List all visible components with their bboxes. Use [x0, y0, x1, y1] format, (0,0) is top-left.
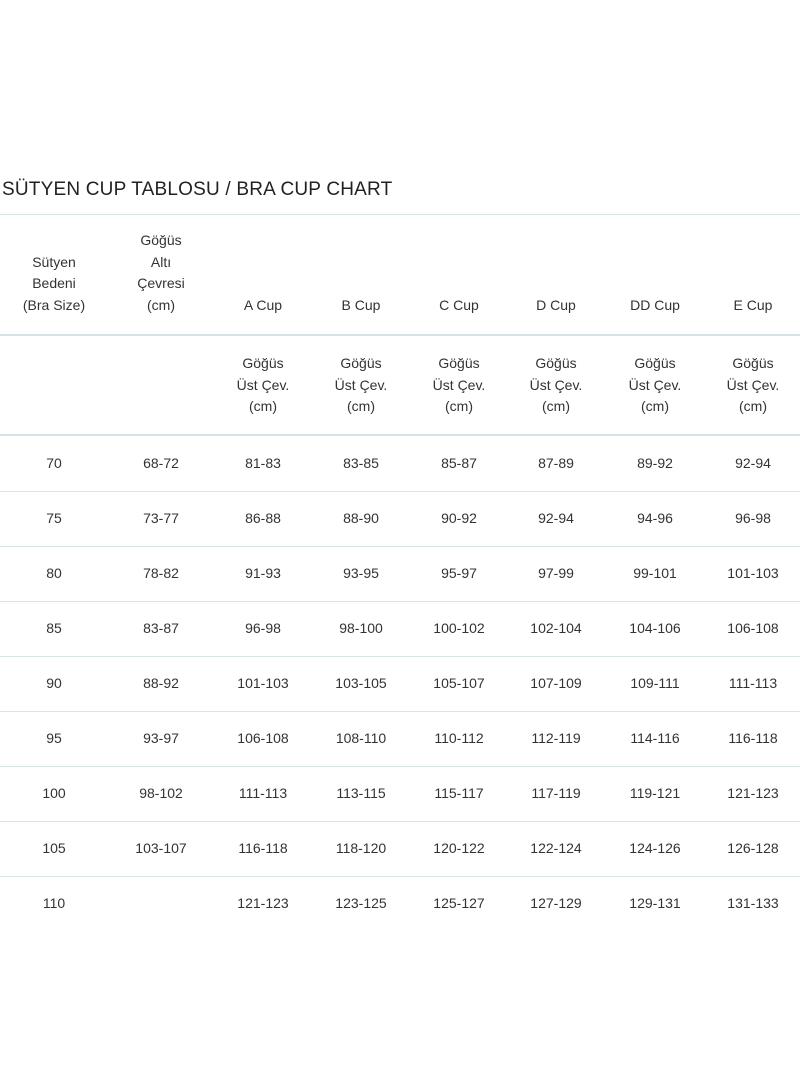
cell-bra-size: 90: [46, 675, 62, 691]
page-title: SÜTYEN CUP TABLOSU / BRA CUP CHART: [2, 179, 393, 200]
cell-b-cup: 103-105: [335, 675, 387, 691]
cell-d-cup: 102-104: [530, 620, 582, 636]
table-row: [0, 821, 800, 876]
cell-d-cup: 122-124: [530, 840, 582, 856]
cell-a-cup: 81-83: [245, 455, 281, 471]
cell-underbust: 68-72: [143, 455, 179, 471]
header-e-cup: E Cup: [733, 296, 773, 313]
cell-a-cup: 116-118: [238, 840, 288, 856]
cell-underbust: 73-77: [143, 510, 179, 526]
subheader-line: (cm): [346, 398, 375, 414]
subheader-line: Göğüs: [634, 355, 676, 371]
header-underbust-line: Göğüs: [140, 232, 182, 248]
cell-d-cup: 97-99: [538, 565, 574, 581]
cell-b-cup: 83-85: [343, 455, 379, 471]
cell-bra-size: 70: [46, 455, 62, 471]
cell-e-cup: 111-113: [728, 675, 778, 691]
cell-d-cup: 107-109: [530, 675, 582, 691]
subheader-line: Göğüs: [438, 355, 480, 371]
table-row: [0, 436, 800, 491]
cell-c-cup: 110-112: [434, 730, 484, 746]
cell-e-cup: 126-128: [727, 840, 779, 856]
subheader-line: Üst Çev.: [334, 376, 388, 393]
subheader-d-cup: [530, 353, 583, 418]
cell-d-cup: 117-119: [531, 785, 581, 801]
cell-bra-size: 80: [46, 565, 62, 581]
subheader-line: (cm): [738, 398, 767, 414]
table-row: [0, 601, 800, 656]
table-row: [0, 766, 800, 821]
header-underbust-line: Altı: [150, 253, 172, 270]
cell-dd-cup: 124-126: [629, 840, 681, 856]
table-row: [0, 491, 800, 546]
cell-e-cup: 116-118: [728, 730, 778, 746]
header-bra-size-line: Sütyen: [32, 253, 76, 270]
subheader-line: Göğüs: [242, 355, 284, 371]
cell-underbust: 103-107: [135, 840, 187, 856]
subheader-line: Üst Çev.: [236, 376, 290, 393]
cell-c-cup: 100-102: [433, 620, 485, 636]
subheader-e-cup: [727, 353, 780, 418]
cell-b-cup: 118-120: [335, 840, 387, 856]
cell-dd-cup: 89-92: [637, 455, 673, 471]
header-underbust: [137, 230, 184, 316]
subheader-line: Göğüs: [732, 355, 774, 371]
cell-c-cup: 95-97: [441, 565, 477, 581]
subheader-a-cup: [237, 353, 290, 418]
cell-b-cup: 108-110: [335, 730, 387, 746]
cell-e-cup: 101-103: [727, 565, 779, 581]
cell-d-cup: 112-119: [531, 730, 581, 746]
cell-bra-size: 85: [46, 620, 62, 636]
subheader-b-cup: [335, 353, 388, 418]
cell-c-cup: 120-122: [433, 840, 485, 856]
subheader-line: (cm): [640, 398, 669, 414]
cell-a-cup: 86-88: [245, 510, 281, 526]
header-underbust-line: (cm): [147, 296, 175, 313]
subheader-dd-cup: [629, 353, 682, 418]
cell-a-cup: 91-93: [245, 565, 281, 581]
table-row: [0, 546, 800, 601]
subheader-line: Üst Çev.: [726, 376, 780, 393]
cell-e-cup: 131-133: [727, 895, 779, 911]
subheader-line: Göğüs: [340, 355, 382, 371]
cell-c-cup: 105-107: [433, 675, 485, 691]
cell-dd-cup: 109-111: [630, 675, 680, 691]
cell-bra-size: 105: [42, 840, 66, 856]
cell-dd-cup: 104-106: [629, 620, 681, 636]
cell-e-cup: 121-123: [727, 785, 779, 801]
cell-a-cup: 111-113: [238, 785, 288, 801]
subheader-line: Üst Çev.: [432, 376, 486, 393]
subheader-line: Üst Çev.: [529, 376, 583, 393]
cell-dd-cup: 94-96: [637, 510, 673, 526]
header-a-cup: A Cup: [243, 296, 283, 313]
cell-c-cup: 85-87: [441, 455, 477, 471]
header-underbust-line: Çevresi: [137, 275, 185, 291]
table-row: [0, 876, 800, 931]
cell-b-cup: 93-95: [343, 565, 379, 581]
cell-d-cup: 92-94: [538, 510, 574, 526]
cell-a-cup: 96-98: [245, 620, 281, 636]
cell-bra-size: 110: [42, 895, 66, 911]
cell-b-cup: 88-90: [343, 510, 379, 526]
cell-c-cup: 115-117: [434, 785, 484, 801]
cell-dd-cup: 114-116: [630, 730, 680, 746]
subheader-c-cup: [433, 353, 486, 418]
header-bra-size: [23, 252, 85, 317]
table-row: [0, 656, 800, 711]
cell-dd-cup: 129-131: [629, 895, 681, 911]
header-dd-cup: DD Cup: [630, 296, 680, 313]
header-bra-size-line: (Bra Size): [22, 296, 86, 313]
cell-underbust: 98-102: [139, 785, 183, 801]
cell-underbust: 83-87: [143, 620, 179, 636]
cell-dd-cup: 119-121: [629, 785, 681, 801]
title-divider: [0, 214, 800, 215]
subheader-line: (cm): [248, 398, 277, 414]
cell-c-cup: 90-92: [441, 510, 477, 526]
subheader-line: (cm): [444, 398, 473, 414]
cell-b-cup: 98-100: [339, 620, 383, 636]
cell-e-cup: 96-98: [735, 510, 771, 526]
cell-underbust: 93-97: [143, 730, 179, 746]
header-bra-size-line: Bedeni: [32, 275, 76, 291]
cell-d-cup: 87-89: [538, 455, 574, 471]
cell-a-cup: 121-123: [237, 895, 289, 911]
cell-b-cup: 123-125: [335, 895, 387, 911]
subheader-row: [0, 338, 800, 434]
cell-underbust: 88-92: [143, 675, 179, 691]
subheader-line: Üst Çev.: [628, 376, 682, 393]
cell-underbust: 78-82: [143, 565, 179, 581]
cell-bra-size: 100: [42, 785, 66, 801]
table-row: [0, 711, 800, 766]
subheader-line: (cm): [541, 398, 570, 414]
cell-d-cup: 127-129: [530, 895, 582, 911]
header-divider: [0, 334, 800, 336]
cell-bra-size: 75: [46, 510, 62, 526]
cell-a-cup: 106-108: [237, 730, 289, 746]
cell-c-cup: 125-127: [433, 895, 485, 911]
cell-bra-size: 95: [46, 730, 62, 746]
header-b-cup: B Cup: [341, 296, 381, 313]
cell-e-cup: 92-94: [735, 455, 771, 471]
cell-dd-cup: 99-101: [633, 565, 677, 581]
cell-b-cup: 113-115: [336, 785, 386, 801]
header-c-cup: C Cup: [439, 296, 479, 313]
subheader-line: Göğüs: [535, 355, 577, 371]
cell-e-cup: 106-108: [727, 620, 779, 636]
header-d-cup: D Cup: [536, 296, 576, 313]
table-header-row: [0, 224, 800, 334]
cell-a-cup: 101-103: [237, 675, 289, 691]
